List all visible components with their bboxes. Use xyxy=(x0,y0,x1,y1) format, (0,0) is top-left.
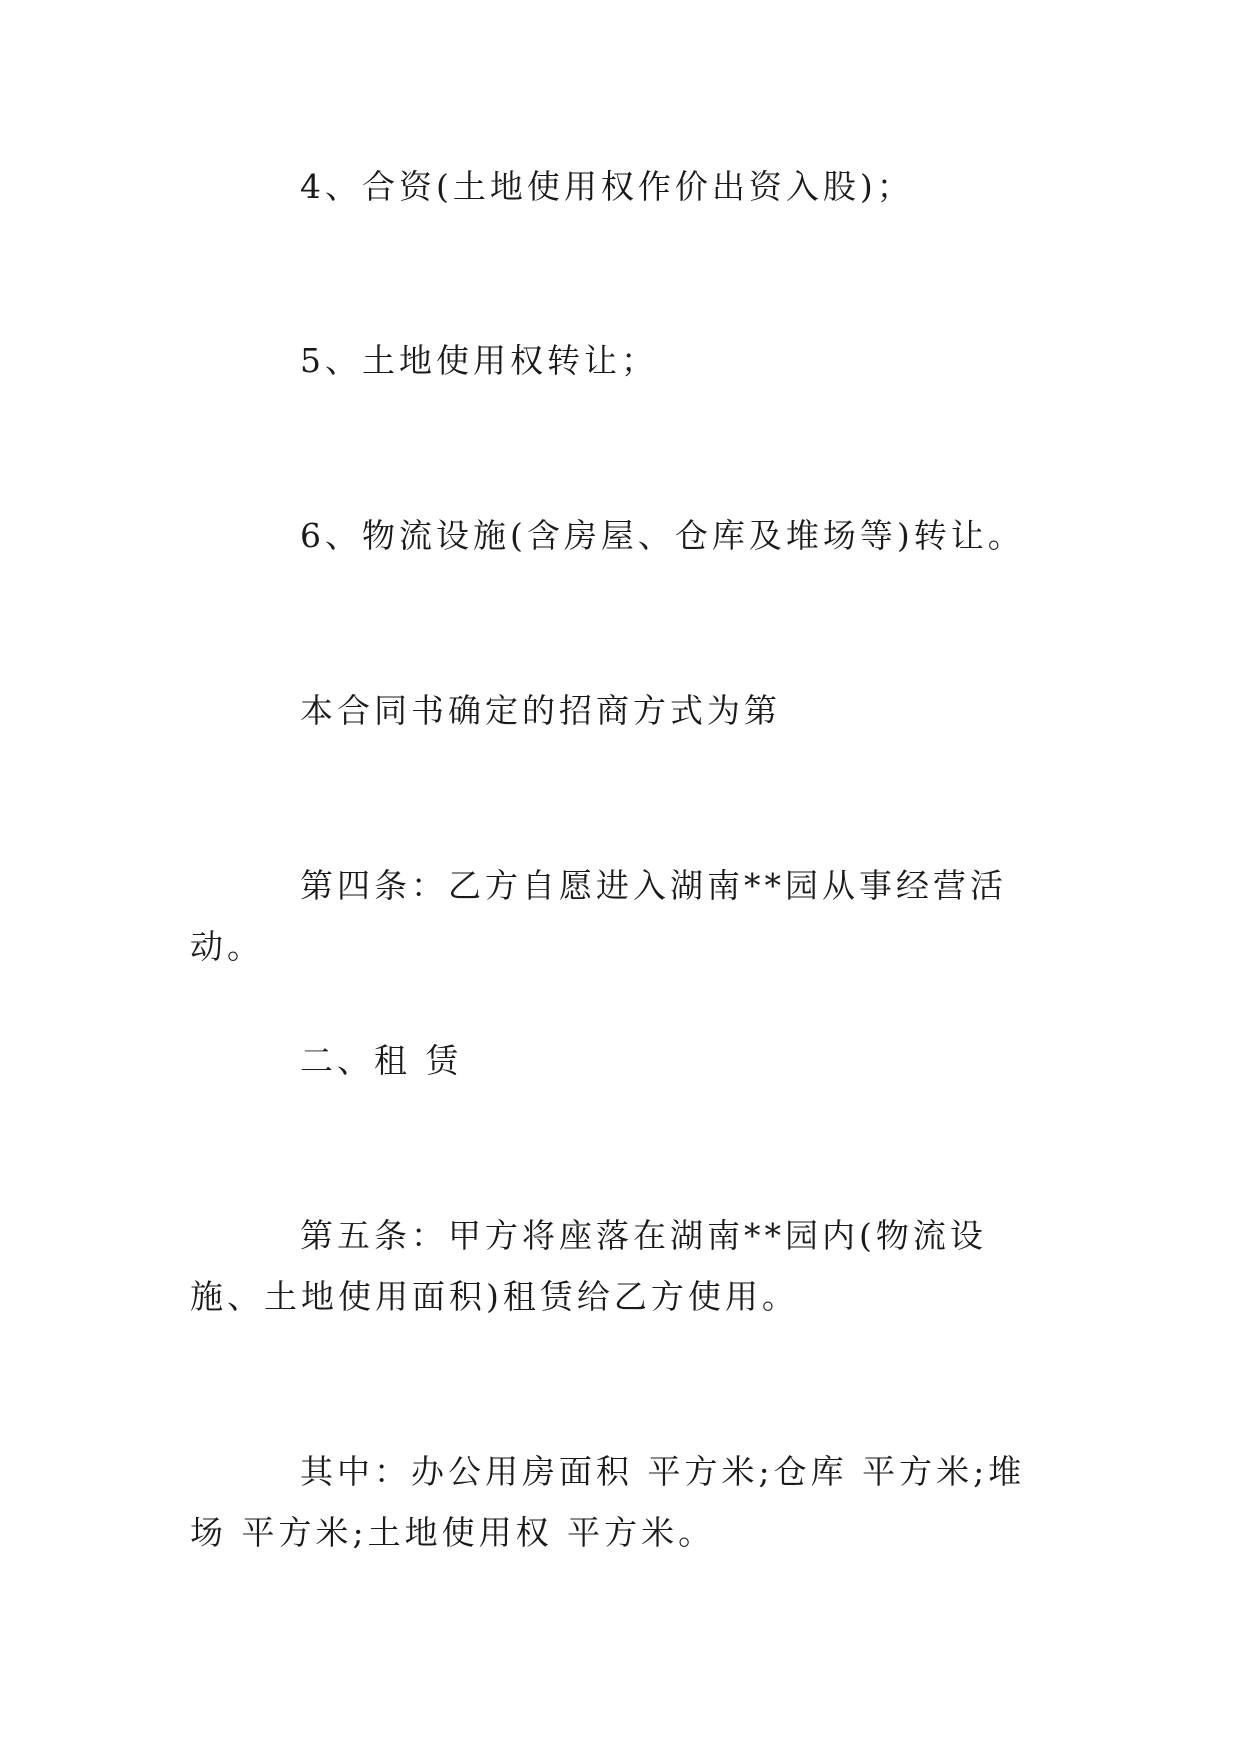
paragraph-article-5: 第五条：甲方将座落在湖南**园内(物流设施、土地使用面积)租赁给乙方使用。 xyxy=(190,1216,987,1316)
paragraph-item-4-joint-venture: 4、合资(土地使用权作价出资入股)； xyxy=(300,167,914,206)
paragraph-investment-method: 本合同书确定的招商方式为第 xyxy=(300,691,781,730)
paragraph-article-4: 第四条：乙方自愿进入湖南**园从事经营活动。 xyxy=(190,866,1007,966)
paragraph-item-5-land-transfer: 5、土地使用权转让； xyxy=(300,341,658,380)
paragraph-item-6-facility-transfer: 6、物流设施(含房屋、仓库及堆场等)转让。 xyxy=(300,516,1025,555)
section-heading-lease: 二、租 赁 xyxy=(300,1041,463,1080)
paragraph-area-details: 其中：办公用房面积 平方米;仓库 平方米;堆场 平方米;土地使用权 平方米。 xyxy=(190,1452,1026,1552)
